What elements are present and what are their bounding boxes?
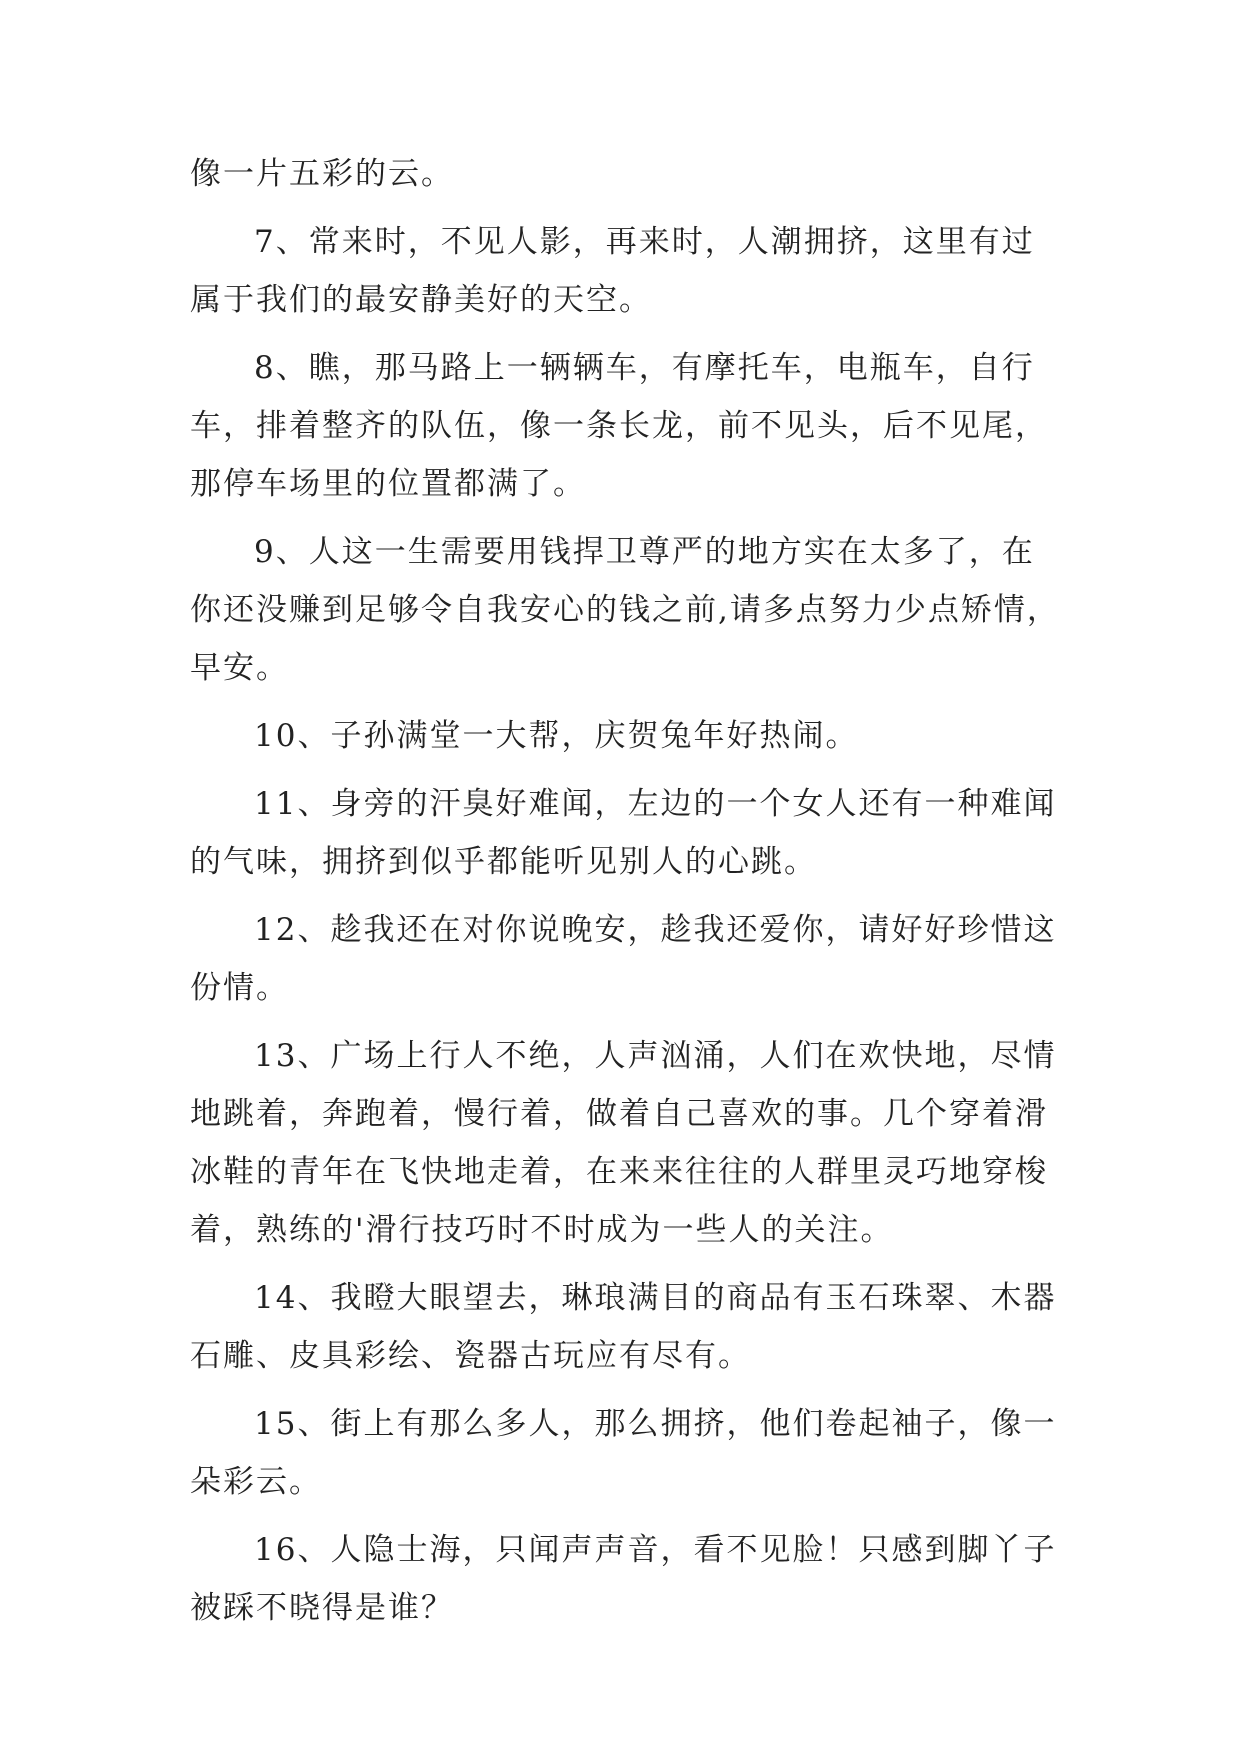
paragraph-item-16: 16、人隐士海，只闻声声音，看不见脸！只感到脚丫子被踩不晓得是谁？ <box>190 1532 1057 1626</box>
paragraph-item-14: 14、我瞪大眼望去，琳琅满目的商品有玉石珠翠、木器石雕、皮具彩绘、瓷器古玩应有尽有。 <box>190 1280 1057 1374</box>
document-page <box>190 145 1060 1647</box>
paragraph-item-7: 7、常来时，不见人影，再来时，人潮拥挤，这里有过属于我们的最安静美好的天空。 <box>190 224 1035 318</box>
paragraph-item-15: 15、街上有那么多人，那么拥挤，他们卷起袖子，像一朵彩云。 <box>190 1406 1057 1500</box>
paragraph-item-10: 10、子孙满堂一大帮，庆贺兔年好热闹。 <box>254 718 859 754</box>
paragraph-item-11: 11、身旁的汗臭好难闻，左边的一个女人还有一种难闻的气味，拥挤到似乎都能听见别人的心跳。 <box>190 786 1057 880</box>
paragraph-item-9: 9、人这一生需要用钱捍卫尊严的地方实在太多了，在你还没赚到足够令自我安心的钱之前,请多点努力少点矫情，早安。 <box>190 534 1060 686</box>
paragraph-item-13: 13、广场上行人不绝，人声汹涌，人们在欢快地，尽情地跳着，奔跑着，慢行着，做着自己喜欢的事。几个穿着滑冰鞋的青年在飞快地走着，在来来往往的人群里灵巧地穿梭着，熟练的'滑行技巧时不时成为一些人的关注。 <box>190 1038 1057 1248</box>
paragraph-continuation: 像一片五彩的云。 <box>190 156 454 192</box>
paragraph-item-12: 12、趁我还在对你说晚安，趁我还爱你，请好好珍惜这份情。 <box>190 912 1057 1006</box>
paragraph-item-8: 8、瞧，那马路上一辆辆车，有摩托车，电瓶车，自行车，排着整齐的队伍，像一条长龙，前不见头，后不见尾，那停车场里的位置都满了。 <box>190 350 1048 502</box>
